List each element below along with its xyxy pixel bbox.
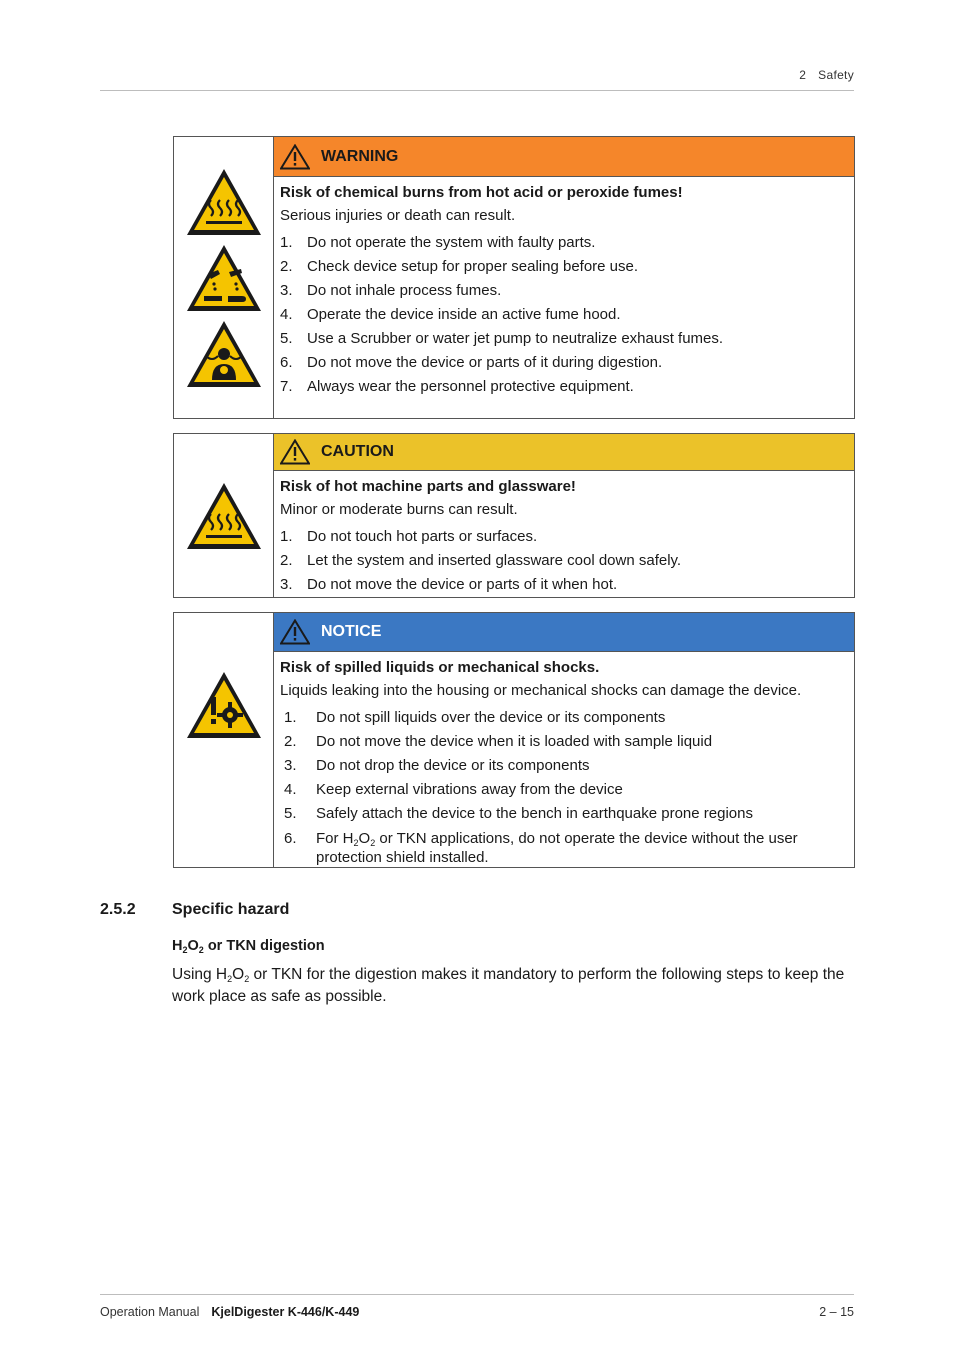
footer-divider bbox=[100, 1294, 854, 1295]
subsection-heading: $H_2O_2$ or TKN digestion bbox=[172, 938, 325, 955]
warning-content bbox=[274, 137, 854, 418]
corrosive-icon bbox=[184, 242, 264, 314]
caution-icons bbox=[174, 434, 274, 597]
notice-title: Risk of spilled liquids or mechanical shocks. bbox=[280, 659, 600, 676]
list-item: 5. Safely attach the device to the bench in earthquake prone regions bbox=[284, 805, 753, 822]
section-paragraph: Using $H_2O_2$ or TKN for the digestion makes it mandatory to perform the following steps to keep the work place as safe as possible. bbox=[172, 966, 845, 1005]
warning-steps bbox=[280, 231, 848, 399]
product-name: KjelDigester K-446/K-449 bbox=[211, 1305, 360, 1319]
toxic-fumes-icon bbox=[184, 318, 264, 390]
hot-surface-icon bbox=[184, 480, 264, 552]
exclamation-triangle-icon bbox=[280, 619, 310, 645]
notice-icons bbox=[174, 613, 274, 867]
page-footer bbox=[100, 1305, 359, 1319]
exclamation-triangle-icon bbox=[280, 144, 310, 170]
list-item: 2. Check device setup for proper sealing before use. bbox=[280, 258, 639, 275]
list-item: 5. Use a Scrubber or water jet pump to neutralize exhaust fumes. bbox=[280, 330, 724, 347]
hot-surface-icon bbox=[184, 166, 264, 238]
caution-subtitle: Minor or moderate burns can result. bbox=[280, 501, 518, 518]
warning-subtitle: Serious injuries or death can result. bbox=[280, 207, 516, 224]
caution-bar bbox=[274, 434, 854, 471]
list-item: 2. Do not move the device when it is loaded with sample liquid bbox=[284, 733, 713, 750]
section-number: 2.5.2 bbox=[100, 901, 136, 918]
notice-label: NOTICE bbox=[321, 623, 382, 640]
section-heading bbox=[100, 901, 289, 919]
section-title: Specific hazard bbox=[172, 901, 290, 918]
list-item: 3. Do not move the device or parts of it when hot. bbox=[280, 576, 618, 593]
caution-content bbox=[274, 434, 854, 597]
page-header bbox=[799, 68, 854, 82]
list-item: 1. Do not touch hot parts or surfaces. bbox=[280, 528, 538, 545]
list-item: 6. Do not move the device or parts of it during digestion. bbox=[280, 354, 663, 371]
doc-type: Operation Manual bbox=[100, 1305, 200, 1319]
notice-content bbox=[274, 613, 854, 867]
list-item: 4. Keep external vibrations away from the device bbox=[284, 781, 623, 798]
caution-box bbox=[173, 433, 855, 598]
warning-box bbox=[173, 136, 855, 419]
chapter-title: Safety bbox=[818, 68, 854, 82]
list-item: 3. Do not inhale process fumes. bbox=[280, 282, 502, 299]
list-item: 2. Let the system and inserted glassware cool down safely. bbox=[280, 552, 682, 569]
list-item: 7. Always wear the personnel protective equipment. bbox=[280, 378, 634, 395]
equipment-damage-icon bbox=[184, 669, 264, 741]
list-item: 4. Operate the device inside an active fume hood. bbox=[280, 306, 621, 323]
caution-label: CAUTION bbox=[321, 443, 394, 460]
chapter-number: 2 bbox=[799, 68, 807, 82]
list-item: 3. Do not drop the device or its components bbox=[284, 757, 590, 774]
header-divider bbox=[100, 90, 854, 91]
notice-subtitle: Liquids leaking into the housing or mechanical shocks can damage the device. bbox=[280, 682, 802, 699]
list-item: 6. For $H_2O_2$ or TKN applications, do not operate the device without the user protection shield installed. bbox=[284, 830, 798, 866]
list-item: 1. Do not spill liquids over the device or its components bbox=[284, 709, 666, 726]
warning-icons bbox=[174, 137, 274, 418]
notice-bar bbox=[274, 613, 854, 652]
exclamation-triangle-icon bbox=[280, 439, 310, 465]
notice-steps bbox=[280, 706, 848, 867]
warning-bar bbox=[274, 137, 854, 177]
caution-steps bbox=[280, 525, 848, 597]
caution-title: Risk of hot machine parts and glassware! bbox=[280, 478, 576, 495]
list-item: 1. Do not operate the system with faulty parts. bbox=[280, 234, 596, 251]
page-number: 2 – 15 bbox=[819, 1305, 854, 1319]
notice-box bbox=[173, 612, 855, 868]
warning-title: Risk of chemical burns from hot acid or peroxide fumes! bbox=[280, 184, 683, 201]
warning-label: WARNING bbox=[321, 147, 399, 165]
